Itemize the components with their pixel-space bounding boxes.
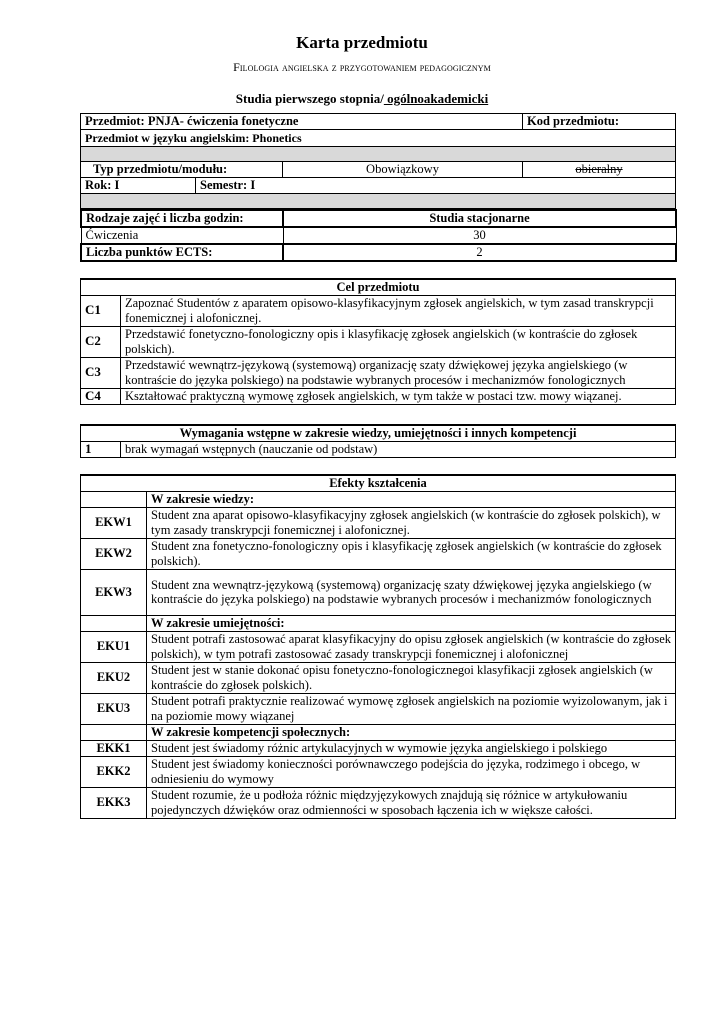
gray-separator [81,193,676,208]
goals-table [80,278,676,405]
outcome-code: EKU1 [81,631,147,662]
outcome-code: EKW1 [81,507,147,538]
outcome-code: EKK2 [81,756,147,787]
outcome-text: Student zna aparat opisowo-klasyfikacyjny zgłosek angielskich (w kontraście do zgłosek polskich), w tym zasady transkrypcji fonemicznej i alofonicznej. [147,507,676,538]
ects-value: 2 [283,244,676,261]
outcome-text: Student jest w stanie dokonać opisu fonetyczno-fonologicznegoi klasyfikacji zgłosek angielskich (w kontraście do zgłosek polskich). [147,662,676,693]
goal-code: C3 [81,357,121,388]
outcome-code: EKK3 [81,787,147,818]
requirements-header: Wymagania wstępne w zakresie wiedzy, umiejętności i innych kompetencji [81,425,676,441]
goal-text: Przedstawić fonetyczno-fonologiczny opis i klasyfikację zgłosek angielskich (w kontraście do zgłosek polskich). [121,326,676,357]
study-level-prefix: Studia pierwszego stopnia/ [235,91,384,106]
requirement-code: 1 [81,441,121,457]
outcome-text: Student potrafi praktycznie realizować wymowę zgłosek angielskich na poziomie wyizolowanym, jak i na poziomie mowy wiązanej [147,693,676,724]
goal-text: Zapoznać Studentów z aparatem opisowo-klasyfikacyjnym zgłosek angielskich, w tym zasad transkrypcji fonemicznej i alofonicznej. [121,295,676,326]
requirements-table [80,424,676,458]
study-profile: ogólnoakademicki [383,91,489,106]
goal-text: Kształtować praktyczną wymowę zgłosek angielskich, w tym także w postaci tzw. mowy wiązanej. [121,388,676,404]
empty-cell [81,724,147,740]
ects-label: Liczba punktów ECTS: [81,244,283,261]
hours-table [80,209,677,262]
outcome-text: Student potrafi zastosować aparat klasyfikacyjny do opisu zgłosek angielskich (w kontraście do zgłosek polskich), w tym potrafi zastosować zasady transkrypcji fonemicznej i alofonicznej [147,631,676,662]
outcome-code: EKW3 [81,569,147,615]
subject-code-label: Kod przedmiotu: [523,114,676,130]
subject-type-value: Obowiązkowy [283,162,523,178]
subject-english-name: Przedmiot w języku angielskim: Phonetics [81,130,676,147]
gray-separator [81,147,676,162]
outcome-code: EKW2 [81,538,147,569]
outcome-text: Student zna wewnątrz-językową (systemową) organizację szaty dźwiękowej języka angielskiego (w kontraście do języka polskiego) na podstawie wybranych procesów i mechanizmów fonologicznych [147,569,676,615]
study-mode: Studia stacjonarne [283,210,676,227]
goal-text: Przedstawić wewnątrz-językową (systemową) organizację szaty dźwiękowej języka angielskiego (w kontraście do języka polskiego) na podstawie wybranych procesów i mechanizmów fonologicznych [121,357,676,388]
document-title: Karta przedmiotu [296,33,428,52]
semester-label: Semestr: I [196,178,676,194]
outcome-text: Student jest świadomy różnic artykulacyjnych w wymowie języka angielskiego i polskiego [147,740,676,756]
outcomes-table [80,474,676,819]
goals-header: Cel przedmiotu [81,279,676,295]
year-label: Rok: I [81,178,196,194]
exercises-hours: 30 [283,227,676,244]
goal-code: C1 [81,295,121,326]
subject-type-alt: obieralny [523,162,676,178]
subject-name: Przedmiot: PNJA- ćwiczenia fonetyczne [81,114,523,130]
subject-type-label: Typ przedmiotu/modułu: [81,162,283,178]
requirement-text: brak wymagań wstępnych (nauczanie od podstaw) [121,441,676,457]
goal-code: C2 [81,326,121,357]
classes-label: Rodzaje zajęć i liczba godzin: [81,210,283,227]
outcomes-header: Efekty kształcenia [81,475,676,491]
outcome-text: Student jest świadomy konieczności porównawczego podejścia do języka, rodzimego i obcego, w odniesieniu do wymowy [147,756,676,787]
knowledge-section-label: W zakresie wiedzy: [147,491,676,507]
outcome-text: Student rozumie, że u podłoża różnic międzyjęzykowych znajdują się różnice w artykułowaniu pojedynczych dźwięków oraz odmienności w sposobach łączenia ich w większe całości. [147,787,676,818]
exercises-label: Ćwiczenia [81,227,283,244]
subject-info-table [80,113,676,209]
social-section-label: W zakresie kompetencji społecznych: [147,724,676,740]
goal-code: C4 [81,388,121,404]
study-level [0,91,724,107]
outcome-code: EKK1 [81,740,147,756]
outcome-code: EKU3 [81,693,147,724]
program-name: Filologia angielska z przygotowaniem pedagogicznym [233,60,491,74]
skills-section-label: W zakresie umiejętności: [147,615,676,631]
empty-cell [81,491,147,507]
outcome-text: Student zna fonetyczno-fonologiczny opis i klasyfikację zgłosek angielskich (w kontraście do zgłosek polskich). [147,538,676,569]
outcome-code: EKU2 [81,662,147,693]
empty-cell [81,615,147,631]
